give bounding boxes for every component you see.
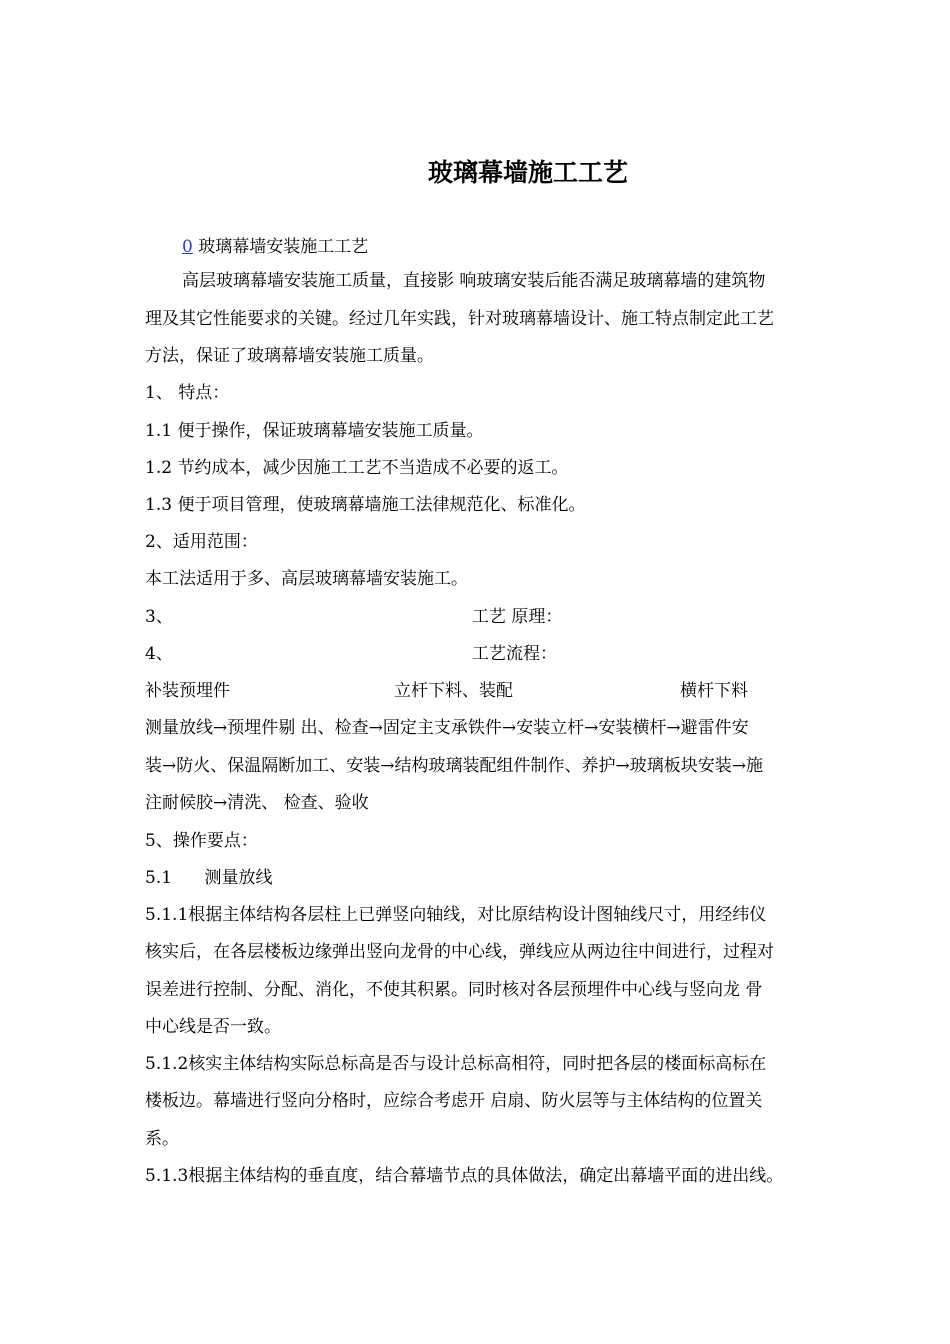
- item-1-2: 1.2 节约成本，减少因施工工艺不当造成不必要的返工。: [145, 458, 569, 478]
- para-5-1-3: 5.1.3根据主体结构的垂直度，结合幕墙节点的具体做法，确定出幕墙平面的进出线。: [145, 1166, 784, 1186]
- para-5-1-2-line-3: 系。: [145, 1129, 179, 1149]
- intro-line-3: 方法，保证了玻璃幕墙安装施工质量。: [145, 346, 434, 366]
- section-3-label: 工艺 原理：: [472, 607, 563, 627]
- section-5-heading: 5、操作要点：: [145, 831, 258, 851]
- section-0-text: 玻璃幕墙安装施工工艺: [198, 237, 369, 257]
- flow-top-row: [145, 680, 905, 702]
- para-5-1-2-line-1: 5.1.2核实主体结构实际总标高是否与设计总标高相符，同时把各层的楼面标高标在: [145, 1054, 767, 1074]
- flow-top-item-2: 立杆下料、装配: [394, 681, 513, 701]
- section-0-heading: [182, 236, 368, 258]
- intro-line-2: 理及其它性能要求的关键。经过几年实践，针对玻璃幕墙设计、施工特点制定此工艺: [145, 309, 774, 329]
- flow-line-1: 测量放线→预埋件剔 出、检查→固定主支承铁件→安装立杆→安装横杆→避雷件安: [145, 718, 749, 738]
- section-2-text: 本工法适用于多、高层玻璃幕墙安装施工。: [145, 569, 468, 589]
- item-1-3: 1.3 便于项目管理，使玻璃幕墙施工法律规范化、标准化。: [145, 495, 586, 515]
- para-5-1-1-line-3: 误差进行控制、分配、消化，不使其积累。同时核对各层预埋件中心线与竖向龙 骨: [145, 980, 763, 1000]
- section-4-heading: [145, 643, 845, 665]
- section-1-heading: 1、 特点：: [145, 383, 230, 403]
- flow-top-item-1: 补装预埋件: [145, 681, 230, 701]
- para-5-1-2-line-2: 楼板边。幕墙进行竖向分格时，应综合考虑开 启扇、防火层等与主体结构的位置关: [145, 1091, 763, 1111]
- page-title: 玻璃幕墙施工工艺: [427, 158, 628, 187]
- section-5-1-heading: 5.1 测量放线: [145, 868, 273, 888]
- para-5-1-1-line-4: 中心线是否一致。: [145, 1017, 281, 1037]
- para-5-1-1-line-1: 5.1.1根据主体结构各层柱上已弹竖向轴线，对比原结构设计图轴线尺寸，用经纬仪: [145, 905, 767, 925]
- section-4-label: 工艺流程：: [472, 644, 557, 664]
- flow-top-item-3: 横杆下料: [680, 681, 748, 701]
- section-3-number: 3、: [145, 607, 173, 627]
- para-5-1-1-line-2: 核实后，在各层楼板边缘弹出竖向龙骨的中心线，弹线应从两边往中间进行，过程对: [145, 942, 774, 962]
- section-4-number: 4、: [145, 644, 173, 664]
- item-1-1: 1.1 便于操作，保证玻璃幕墙安装施工质量。: [145, 421, 484, 441]
- flow-line-2: 装→防火、保温隔断加工、安装→结构玻璃装配组件制作、养护→玻璃板块安装→施: [145, 756, 763, 776]
- section-2-heading: 2、适用范围：: [145, 532, 258, 552]
- section-0-link[interactable]: 0: [182, 237, 193, 257]
- flow-line-3: 注耐候胶→清洗、 检查、验收: [145, 793, 369, 813]
- section-3-heading: [145, 606, 845, 628]
- intro-line-1: 高层玻璃幕墙安装施工质量，直接影 响玻璃安装后能否满足玻璃幕墙的建筑物: [182, 271, 766, 291]
